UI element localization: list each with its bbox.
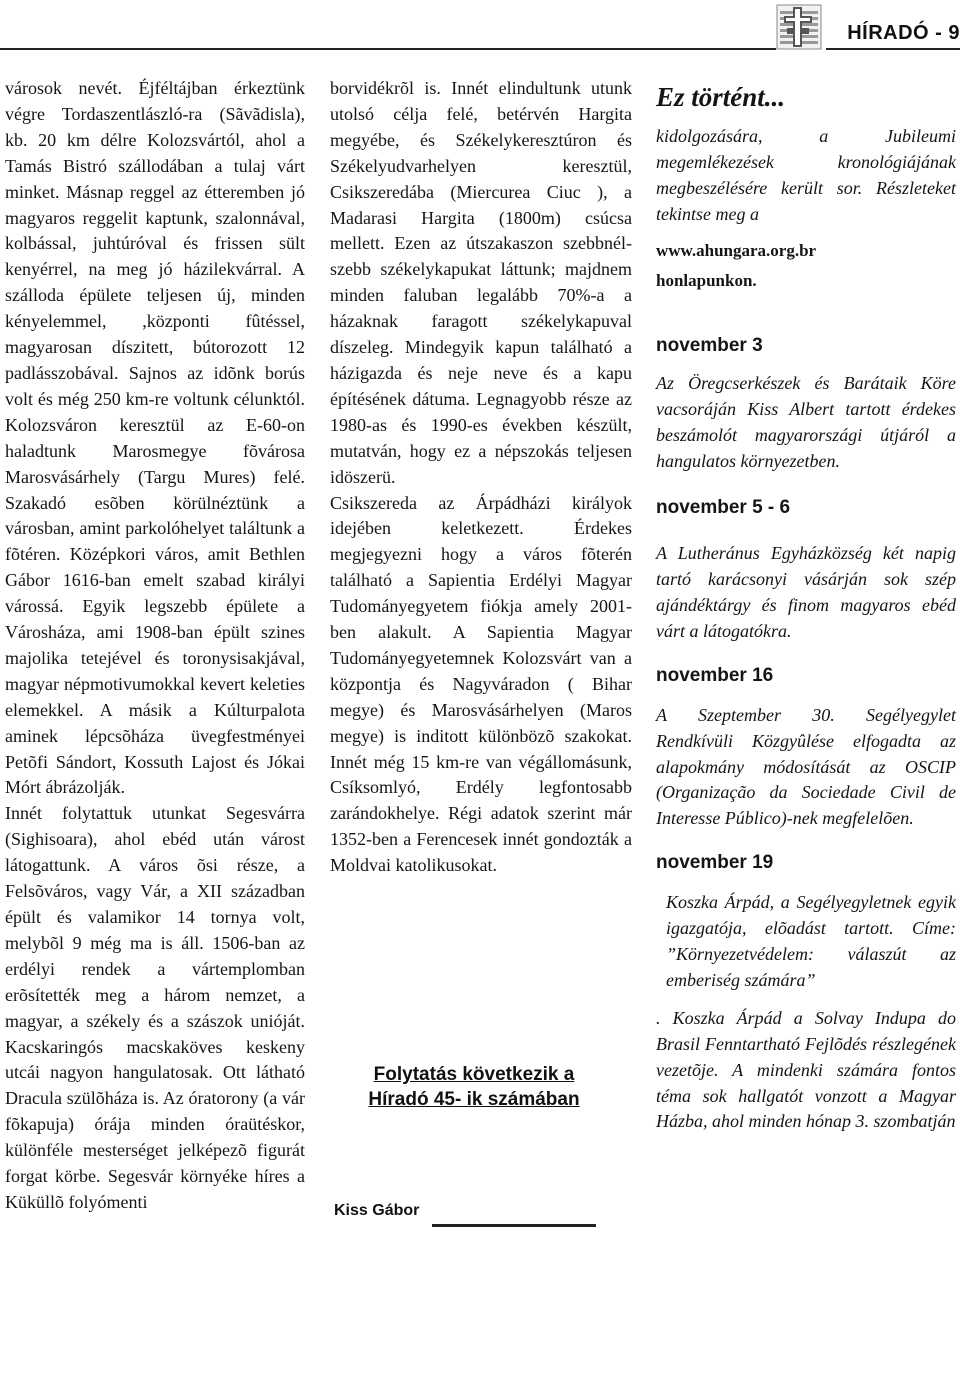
article-column-1 (5, 76, 305, 1216)
article-column-2 (330, 76, 632, 879)
running-head: HÍRADÓ - 9 (847, 22, 960, 44)
section-title: Ez történt... (656, 82, 786, 112)
paragraph: városok nevét. Éjféltájban érkeztünk végre Tordaszentlászló-ra (Sãvãdisla), kb. 20 km délre Kolozsvártól, ahol a Tamás Bistró szállodában a tulaj várt minket. Másnap reggel az étteremben jó magyaros reggelit kaptunk, szalonnával, kolbással, juhtúróval és frissen sült kenyérrel, na meg jó házilekvárral. A szálloda épülete teljesen új, minden kényelemmel, ,központi fûtéssel, magyarosan díszitett, bútorozott 12 padlásszobával. Sajnos az idõnk borús volt és még 250 km-re voltunk célunktól. Kolozsváron keresztül az E-60-on haladtunk Marosmegye fõvárosa Marosvásárhely (Targu Mures) felé. Szakadó esõben körülnéztünk a városban, amint parkolóhelyet találtunk a fõtéren. Középkori város, amit Bethlen Gábor 1616-ban emelt szabad királyi várossá. Egyik legszebb épülete a Városháza, ami 1908-ban épült szines majolika tetejével és toronysisakjával, magyar népmotivumokkal kevert keleties elemekkel. A másik a Kúlturpalota aminek lépcsõháza üvegfestményei Petõfi Sándort, Kossuth Lajost és Jókai Mórt ábrázolják. (5, 78, 305, 798)
author-byline: Kiss Gábor (334, 1202, 420, 1219)
website-link: www.ahungara.org.br (656, 240, 817, 260)
continuation-notice (330, 1062, 618, 1112)
events-column (656, 80, 956, 1135)
publication-logo-icon (776, 4, 822, 50)
paragraph: kidolgozására, a Jubileumi megemlékezések kronológiájának megbeszélésére került sor. Részleteket tekintse meg a (656, 126, 956, 224)
event-text: Koszka Árpád, a Segélyegyletnek egyik igazgatója, elõadást tartott. Címe: ”Környezetvédelem: válaszút az emberiség számára” (666, 892, 956, 990)
event-date: november 19 (656, 852, 774, 874)
paragraph: Csikszereda az Árpádházi királyok idejében keletkezett. Érdekes megjegyezni hogy a város fõterén található a Sapientia Erdélyi Magyar Tudományegyetem fiókja amely 2001-ben alakult. A Sapientia Magyar Tudományegyetemnek Kolozsvárt van a központja és Nagyváradon ( Bihar megye) és Marosvásárhelyen (Maros megye) is inditott különbözõ szakokat. Innét még 15 km-re van végállomásunk, Csíksomlyó, Erdély legfontosabb zarándokhelye. Régi adatok szerint már 1352-ben a Ferencesek innét gondozták a Moldvai katolikusokat. (330, 492, 632, 876)
website-suffix: honlapunkon. (656, 270, 757, 290)
continuation-line: Híradó 45- ik számában (368, 1089, 580, 1110)
page-header (0, 0, 960, 60)
event-text: A Lutheránus Egyházközség két napig tartó karácsonyi vásárján sok szép ajándéktárgy és finom magyaros ebéd várt a látogatókra. (656, 543, 956, 641)
event-date: november 16 (656, 664, 774, 686)
event-date: november 3 (656, 335, 763, 357)
event-text: . Koszka Árpád a Solvay Indupa do Brasil Fenntartható Fejlõdés részlegének vezetõje. A mindenki számára fontos téma sok hallgatót vonzott a Magyar Házba, ahol minden hónap 3. szombatján (656, 1007, 956, 1132)
continuation-line: Folytatás következik a (373, 1064, 575, 1085)
header-rule (826, 48, 960, 50)
header-rule (0, 48, 776, 50)
paragraph: borvidékrõl is. Innét elindultunk utunk utolsó célja felé, betérvén Hargita megyébe, és Székelykeresztúron és Székelyudvarhelyen keresztül, Csikszeredába (Miercurea Ciuc ), a Madarasi Hargita (1800m) csúcsa mellett. Ezen az útszakaszon szebbnél-szebb székelykapukat láttunk; majdnem minden faluban legalább 70%-a a házaknak faragott székelykapuval díszeleg. Mindegyik kapun található a házigazda és neje neve és a kapu építésének dátuma. Legnagyobb része az 1980-as és 1990-es években készült, mutatván, hogy ez a népszokás teljesen idöszerü. (330, 78, 632, 487)
event-date: november 5 - 6 (656, 497, 791, 519)
author-rule (432, 1224, 596, 1227)
event-text: Az Öregcserkészek és Barátaik Köre vacsoráján Kiss Albert tartott érdekes beszámolót magyarországi útjáról a hangulatos környezetben. (656, 373, 956, 472)
event-text: A Szeptember 30. Segélyegylet Rendkívüli Közgyûlése elfogadta az alapokmány módosítását az OSCIP (Organização da Sociedade Civil de Interesse Público)-nek megfelelõen. (656, 704, 956, 829)
paragraph: Innét folytattuk utunkat Segesvárra (Sighisoara), ahol ebéd után várost látogattunk. A város õsi része, a Felsõváros, vagy Vár, a XII században épült és valamikor 14 tornya volt, melybõl 9 még ma is áll. 1506-ban az erdélyi rendek a vártemplomban erõsítették meg a három nemzet, a magyar, a székely és a szászok unióját. Kacskaringós macskaköves keskeny utcái nagyon hangulatosak. Ott látható Dracula szülõháza is. Az óratorony (a vár fõkapuja) órája minden óraütéskor, különféle mesterséget jelképezõ figurát forgat körbe. Segesvár környéke híres a Küküllõ folyómenti (5, 803, 305, 1212)
